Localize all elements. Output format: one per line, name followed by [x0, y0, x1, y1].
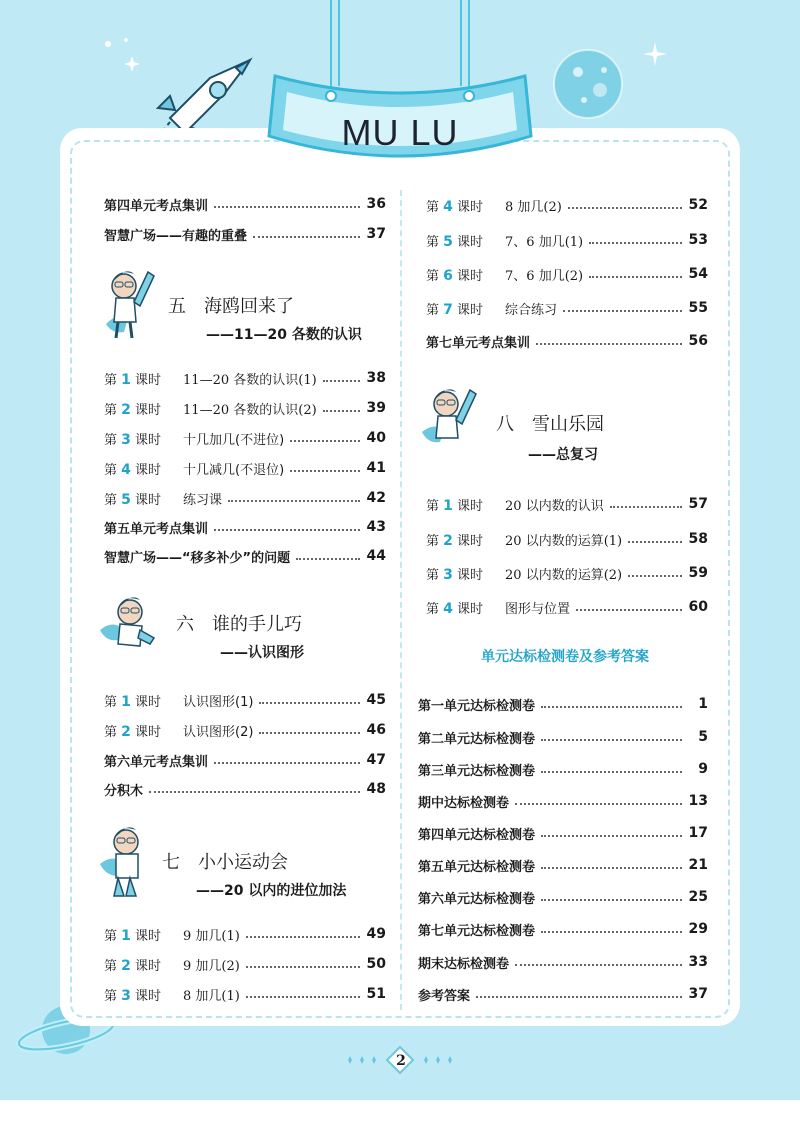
page-number: 58 [688, 531, 708, 547]
lesson-title: 综合练习 [505, 302, 558, 318]
entry-label: 第五单元达标检测卷 [418, 859, 536, 875]
mascot-icon [96, 824, 156, 904]
entry-label: 参考答案 [418, 988, 471, 1004]
entry-label: 第四单元考点集训 [104, 198, 209, 214]
toc-entry[interactable] [104, 486, 386, 510]
lesson-title: 8 加几(2) [505, 199, 562, 215]
lesson-title: 9 加几(2) [183, 958, 240, 974]
toc-entry[interactable] [104, 718, 386, 742]
lesson-label: 第 1 课时 [104, 371, 162, 388]
toc-entry[interactable] [104, 982, 386, 1006]
leader-dots [214, 529, 360, 531]
toc-entry[interactable] [426, 262, 708, 286]
sparkle-icon [102, 36, 142, 76]
leader-dots [214, 762, 360, 764]
toc-entry[interactable] [418, 982, 708, 1006]
page-number: 21 [688, 857, 708, 873]
leader-dots [259, 702, 360, 704]
lesson-title: 认识图形(1) [183, 694, 254, 710]
page-number: 1 [698, 696, 708, 712]
mascot-icon [420, 380, 480, 460]
entry-label: 期中达标检测卷 [418, 795, 510, 811]
page-number: 43 [366, 519, 386, 535]
page-number: 13 [688, 793, 708, 809]
entry-label: 智慧广场——有趣的重叠 [104, 228, 248, 244]
leader-dots [568, 207, 682, 209]
sparkle-icon [640, 40, 670, 70]
toc-entry[interactable] [104, 922, 386, 946]
entry-label: 期末达标检测卷 [418, 956, 510, 972]
toc-entry[interactable] [426, 296, 708, 320]
toc-entry[interactable] [104, 192, 386, 216]
leader-dots [589, 276, 682, 278]
page-number: 25 [688, 889, 708, 905]
lesson-title: 20 以内数的运算(1) [505, 533, 623, 549]
leader-dots [259, 732, 360, 734]
leader-dots [589, 242, 682, 244]
toc-entry[interactable] [418, 853, 708, 877]
mascot-icon [100, 262, 160, 342]
toc-entry[interactable] [418, 725, 708, 749]
toc-entry[interactable] [426, 561, 708, 585]
lesson-label: 第 3 课时 [104, 987, 162, 1004]
leader-dots [290, 440, 360, 442]
page-number: 50 [366, 956, 386, 972]
toc-entry[interactable] [104, 456, 386, 480]
leader-dots [541, 771, 682, 773]
lesson-label: 第 7 课时 [426, 301, 484, 318]
page-number: 52 [688, 197, 708, 213]
leader-dots [541, 899, 682, 901]
leader-dots [541, 739, 682, 741]
lesson-label: 第 2 课时 [104, 401, 162, 418]
lesson-label: 第 6 课时 [426, 267, 484, 284]
page-number: 49 [366, 926, 386, 942]
leader-dots [228, 500, 360, 502]
leader-dots [246, 936, 360, 938]
unit-title: 六 谁的手儿巧 [176, 614, 302, 635]
page-number: 51 [366, 986, 386, 1002]
lesson-title: 图形与位置 [505, 601, 571, 617]
toc-entry[interactable] [104, 222, 386, 246]
entry-label: 第三单元达标检测卷 [418, 763, 536, 779]
leader-dots [149, 791, 360, 793]
toc-entry[interactable] [104, 426, 386, 450]
toc-entry[interactable] [418, 757, 708, 781]
toc-entry[interactable] [104, 777, 386, 801]
toc-entry[interactable] [418, 950, 708, 974]
lesson-label: 第 5 课时 [104, 491, 162, 508]
answers-section-title: 单元达标检测卷及参考答案 [481, 649, 649, 665]
lesson-title: 11—20 各数的认识(2) [183, 402, 317, 418]
lesson-title: 11—20 各数的认识(1) [183, 372, 317, 388]
page-number: 37 [366, 226, 386, 242]
lesson-title: 8 加几(1) [183, 988, 240, 1004]
unit-subtitle: ——11—20 各数的认识 [206, 327, 362, 343]
page-number: 56 [688, 333, 708, 349]
entry-label: 第五单元考点集训 [104, 521, 209, 537]
column-divider [400, 190, 402, 1010]
lesson-label: 第 2 课时 [104, 723, 162, 740]
page-number: 53 [688, 232, 708, 248]
lesson-label: 第 3 课时 [426, 566, 484, 583]
lesson-label: 第 1 课时 [104, 927, 162, 944]
page-number: 44 [366, 548, 386, 564]
page-number: 33 [688, 954, 708, 970]
page-number: 57 [688, 496, 708, 512]
leader-dots [541, 706, 682, 708]
leader-dots [541, 867, 682, 869]
mascot-icon [96, 594, 156, 674]
lesson-title: 练习课 [183, 492, 223, 508]
toc-entry[interactable] [426, 228, 708, 252]
page-number: 17 [688, 825, 708, 841]
entry-label: 第二单元达标检测卷 [418, 731, 536, 747]
lesson-label: 第 2 课时 [104, 957, 162, 974]
lesson-label: 第 4 课时 [426, 198, 484, 215]
lesson-label: 第 2 课时 [426, 532, 484, 549]
toc-entry[interactable] [104, 688, 386, 712]
footer-page-number: 2 [396, 1053, 406, 1069]
toc-entry[interactable] [418, 692, 708, 716]
page-number: 54 [688, 266, 708, 282]
page-number: 47 [366, 752, 386, 768]
leader-dots [290, 470, 360, 472]
leader-dots [515, 964, 682, 966]
page-number: 59 [688, 565, 708, 581]
page-number: 40 [366, 430, 386, 446]
lesson-label: 第 4 课时 [104, 461, 162, 478]
unit-title: 八 雪山乐园 [496, 414, 604, 435]
page-number: 29 [688, 921, 708, 937]
entry-label: 第一单元达标检测卷 [418, 698, 536, 714]
entry-label: 第七单元考点集训 [426, 335, 531, 351]
page-number: 42 [366, 490, 386, 506]
leader-dots [476, 996, 682, 998]
leader-dots [515, 803, 682, 805]
leader-dots [610, 506, 682, 508]
entry-label: 第六单元达标检测卷 [418, 891, 536, 907]
unit-subtitle: ——认识图形 [220, 645, 304, 661]
lesson-label: 第 1 课时 [426, 497, 484, 514]
toc-entry[interactable] [418, 821, 708, 845]
toc-entry[interactable] [104, 515, 386, 539]
lesson-title: 9 加几(1) [183, 928, 240, 944]
lesson-label: 第 5 课时 [426, 233, 484, 250]
entry-label: 第七单元达标检测卷 [418, 923, 536, 939]
page-number: 36 [366, 196, 386, 212]
unit-title: 七 小小运动会 [162, 852, 288, 873]
page-number: 45 [366, 692, 386, 708]
toc-entry[interactable] [104, 544, 386, 568]
entry-label: 智慧广场——“移多补少”的问题 [104, 550, 291, 566]
toc-entry[interactable] [104, 952, 386, 976]
lesson-title: 20 以内数的运算(2) [505, 567, 623, 583]
toc-entry[interactable] [104, 396, 386, 420]
lesson-label: 第 4 课时 [426, 600, 484, 617]
lesson-title: 7、6 加几(1) [505, 234, 584, 250]
entry-label: 第六单元考点集训 [104, 754, 209, 770]
planet-icon [548, 44, 628, 124]
page-number: 37 [688, 986, 708, 1002]
leader-dots [536, 343, 682, 345]
entry-label: 分积木 [104, 783, 144, 799]
lesson-title: 十几加几(不进位) [183, 432, 285, 448]
lesson-label: 第 3 课时 [104, 431, 162, 448]
entry-label: 第四单元达标检测卷 [418, 827, 536, 843]
page-number: 46 [366, 722, 386, 738]
toc-entry[interactable] [426, 492, 708, 516]
page-number: 5 [698, 729, 708, 745]
lesson-title: 认识图形(2) [183, 724, 254, 740]
page-number: 38 [366, 370, 386, 386]
leader-dots [323, 410, 360, 412]
leader-dots [628, 541, 682, 543]
toc-entry[interactable] [426, 595, 708, 619]
leader-dots [323, 380, 360, 382]
unit-subtitle: ——总复习 [528, 447, 598, 463]
leader-dots [296, 558, 360, 560]
lesson-title: 20 以内数的认识 [505, 498, 604, 514]
lesson-label: 第 1 课时 [104, 693, 162, 710]
toc-entry[interactable] [418, 885, 708, 909]
page-bottom-margin [0, 1100, 800, 1122]
leader-dots [541, 835, 682, 837]
toc-entry[interactable] [104, 748, 386, 772]
leader-dots [246, 996, 360, 998]
leader-dots [541, 931, 682, 933]
leader-dots [253, 236, 360, 238]
toc-entry[interactable] [426, 329, 708, 353]
leader-dots [628, 575, 682, 577]
leader-dots [214, 206, 360, 208]
page-number: 39 [366, 400, 386, 416]
leader-dots [576, 609, 682, 611]
lesson-title: 7、6 加几(2) [505, 268, 584, 284]
toc-entry[interactable] [418, 789, 708, 813]
page-number: 60 [688, 599, 708, 615]
page-number: 48 [366, 781, 386, 797]
unit-title: 五 海鸥回来了 [168, 296, 294, 317]
page-number: 55 [688, 300, 708, 316]
leader-dots [246, 966, 360, 968]
page-number: 41 [366, 460, 386, 476]
leader-dots [563, 310, 682, 312]
page-number: 9 [698, 761, 708, 777]
toc-entry[interactable] [426, 527, 708, 551]
toc-entry[interactable] [418, 917, 708, 941]
lesson-title: 十几减几(不退位) [183, 462, 285, 478]
unit-subtitle: ——20 以内的进位加法 [196, 883, 347, 899]
toc-entry[interactable] [426, 193, 708, 217]
page-title: MU LU [341, 112, 459, 153]
toc-entry[interactable] [104, 366, 386, 390]
